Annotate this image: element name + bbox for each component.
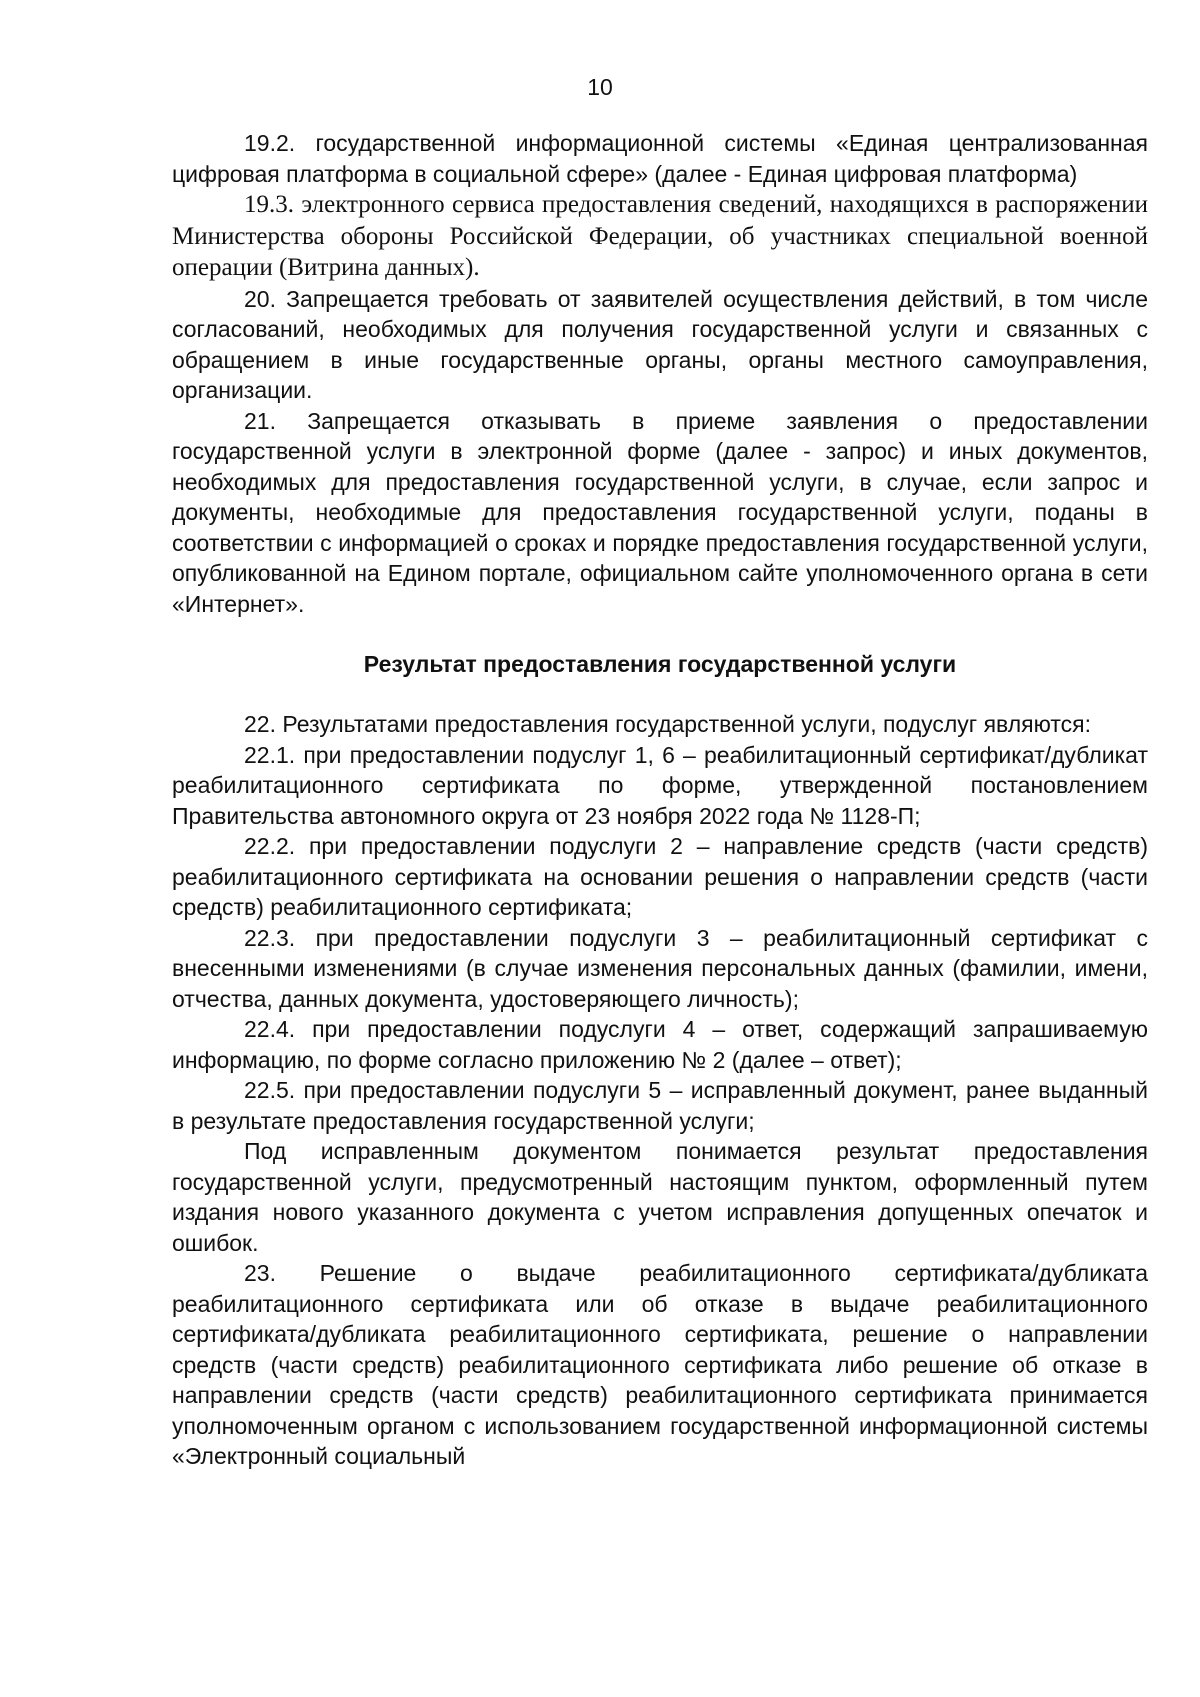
paragraph-22-4: 22.4. при предоставлении подуслуги 4 – ответ, содержащий запрашиваемую информацию, по форме согласно приложению № 2 (далее – ответ); bbox=[172, 1016, 1148, 1073]
section-heading: Результат предоставления государственной услуги bbox=[363, 651, 957, 677]
paragraph-corrected-document: Под исправленным документом понимается результат предоставления государственной услуги, предусмотренный настоящим пунктом, оформленный путем издания нового указанного документа с учетом исправления допущенных опечаток и ошибок. bbox=[172, 1138, 1148, 1256]
paragraph-22-1: 22.1. при предоставлении подуслуг 1, 6 – реабилитационный сертификат/дубликат реабилитационного сертификата по форме, утвержденной постановлением Правительства автономного округа от 23 ноября 2022 года № 1128-П; bbox=[172, 741, 1148, 829]
paragraph-22-3: 22.3. при предоставлении подуслуги 3 – реабилитационный сертификат с внесенными изменениями (в случае изменения персональных данных (фамилии, имени, отчества, данных документа, удостоверяющего личность); bbox=[172, 924, 1148, 1012]
paragraph-22-5: 22.5. при предоставлении подуслуги 5 – исправленный документ, ранее выданный в результате предоставления государственной услуги; bbox=[172, 1077, 1148, 1134]
paragraph-19-2: 19.2. государственной информационной системы «Единая централизованная цифровая платформа в социальной сфере» (далее - Единая цифровая платформа) bbox=[172, 130, 1148, 187]
paragraph-22: 22. Результатами предоставления государственной услуги, подуслуг являются: bbox=[244, 711, 1091, 737]
page-number: 10 bbox=[587, 74, 613, 100]
paragraph-20: 20. Запрещается требовать от заявителей осуществления действий, в том числе согласований, необходимых для получения государственной услуги и связанных с обращением в иные государственные органы, органы местного самоуправления, организации. bbox=[172, 285, 1148, 403]
paragraph-19-3: 19.3. электронного сервиса предоставления сведений, находящихся в распоряжении Министерства обороны Российской Федерации, об участниках специальной военной операции (Витрина данных). bbox=[172, 191, 1148, 281]
paragraph-21: 21. Запрещается отказывать в приеме заявления о предоставлении государственной услуги в электронной форме (далее - запрос) и иных документов, необходимых для предоставления государственной услуги, в случае, если запрос и документы, необходимые для предоставления государственной услуги, поданы в соответствии с информацией о сроках и порядке предоставления государственной услуги, опубликованной на Едином портале, официальном сайте уполномоченного органа в сети «Интернет». bbox=[172, 407, 1148, 617]
document-body bbox=[172, 128, 1148, 1472]
paragraph-23: 23. Решение о выдаче реабилитационного сертификата/дубликата реабилитационного сертификата или об отказе в выдаче реабилитационного сертификата/дубликата реабилитационного сертификата, решение о направлении средств (части средств) реабилитационного сертификата либо решение об отказе в направлении средств (части средств) реабилитационного сертификата принимается уполномоченным органом с использованием государственной информационной системы «Электронный социальный bbox=[172, 1260, 1148, 1469]
paragraph-22-2: 22.2. при предоставлении подуслуги 2 – направление средств (части средств) реабилитационного сертификата на основании решения о направлении средств (части средств) реабилитационного сертификата; bbox=[172, 833, 1148, 920]
